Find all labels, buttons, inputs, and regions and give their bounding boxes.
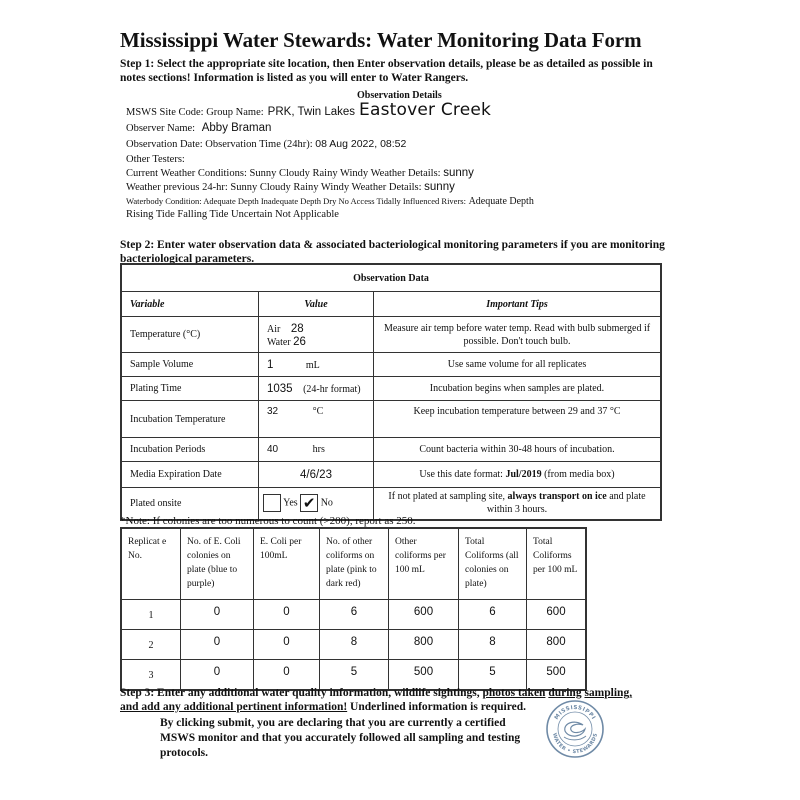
step2-instructions: Step 2: Enter water observation data & associated bacteriological monitoring parameters if you are monitoring bacteriological parameters. xyxy=(120,239,665,265)
incubation-temp-value-cell xyxy=(259,401,374,438)
step3-suffix: Underlined information is required. xyxy=(347,701,526,713)
temperature-value-cell xyxy=(259,317,374,353)
site-code-row xyxy=(126,102,491,119)
plated-onsite-yes-label: Yes xyxy=(283,497,298,509)
seal-inner-ring xyxy=(558,712,592,746)
media-expiration-tip-format: Jul/2019 xyxy=(505,469,542,480)
observation-details-heading: Observation Details xyxy=(357,90,442,101)
form-title: Mississippi Water Stewards: Water Monitoring Data Form xyxy=(120,28,642,52)
plated-onsite-tip xyxy=(374,488,662,520)
temperature-label: Temperature (°C) xyxy=(121,317,259,353)
plated-onsite-tip-prefix: If not plated at sampling site, xyxy=(388,491,508,503)
plating-time-unit: (24-hr format) xyxy=(303,383,361,395)
table-cell[interactable]: 600 xyxy=(527,600,587,630)
replicate-header: Total Coliforms (all colonies on plate) xyxy=(459,528,527,600)
step3-required-photos: photos taken xyxy=(482,687,546,699)
media-expiration-tip-prefix: Use this date format: xyxy=(419,469,506,480)
tide-options: Rising Tide Falling Tide Uncertain Not Applicable xyxy=(126,209,339,220)
seal-water-drop-icon xyxy=(565,722,585,736)
replicate-header: No. of E. Coli colonies on plate (blue to purple) xyxy=(181,528,254,600)
replicate-table xyxy=(120,527,587,691)
replicate-header: No. of other coliforms on plate (pink to dark red) xyxy=(320,528,389,600)
incubation-temp-unit: °C xyxy=(312,406,324,417)
plated-onsite-tip-suffix: and plate within 3 hours. xyxy=(486,491,646,516)
air-label: Air xyxy=(267,323,281,335)
incubation-periods-tip: Count bacteria within 30-48 hours of incubation. xyxy=(374,438,662,462)
current-weather-row xyxy=(126,167,474,180)
plating-time-row xyxy=(121,377,661,401)
current-weather-label: Current Weather Conditions: Sunny Cloudy Rainy Windy Weather Details: xyxy=(126,168,441,179)
incubation-periods-label: Incubation Periods xyxy=(121,438,259,462)
seal-text-top: MISSISSIPPI xyxy=(553,704,597,722)
step1-instructions: Step 1: Select the appropriate site location, then Enter observation details, please be as detailed as possible in notes sections! Information is listed as you will enter to Water Rangers. xyxy=(120,58,653,84)
table-cell[interactable]: 0 xyxy=(254,600,320,630)
temperature-row xyxy=(121,317,661,353)
table-cell[interactable]: 500 xyxy=(527,660,587,691)
table-cell[interactable]: 6 xyxy=(459,600,527,630)
incubation-temp-tip: Keep incubation temperature between 29 and 37 °C xyxy=(374,401,662,438)
plated-onsite-label: Plated onsite xyxy=(121,488,259,520)
step3-required-pertinent: and add any additional pertinent information! xyxy=(120,701,348,713)
header-tips: Important Tips xyxy=(374,292,662,317)
sample-volume-value-cell xyxy=(259,353,374,377)
observation-data-table xyxy=(120,263,662,521)
table-cell[interactable]: 8 xyxy=(459,630,527,660)
sample-volume-tip: Use same volume for all replicates xyxy=(374,353,662,377)
sample-volume-label: Sample Volume xyxy=(121,353,259,377)
table-cell[interactable]: 0 xyxy=(181,660,254,691)
incubation-temp-row xyxy=(121,401,661,438)
temperature-tip: Measure air temp before water temp. Read with bulb submerged if possible. Don't touch bulb. xyxy=(374,317,662,353)
plated-onsite-no-checkbox[interactable]: ✔ xyxy=(300,494,318,512)
media-expiration-tip-suffix: (from media box) xyxy=(541,469,615,480)
media-expiration-label: Media Expiration Date xyxy=(121,462,259,488)
replicate-number: 2 xyxy=(121,630,181,660)
replicate-header-row xyxy=(121,528,586,600)
air-value[interactable]: 28 xyxy=(290,322,304,335)
replicate-header: E. Coli per 100mL xyxy=(254,528,320,600)
plated-onsite-tip-bold: always transport on ice xyxy=(507,491,607,503)
table-cell[interactable]: 0 xyxy=(254,630,320,660)
table-cell[interactable]: 6 xyxy=(320,600,389,630)
step3-required-during: during xyxy=(548,687,582,699)
table-cell[interactable]: 0 xyxy=(181,600,254,630)
table-cell[interactable]: 0 xyxy=(181,630,254,660)
site-name-value[interactable]: Eastover Creek xyxy=(359,100,492,120)
table-cell[interactable]: 5 xyxy=(320,660,389,691)
mississippi-water-stewards-seal xyxy=(545,699,605,759)
declaration-text: By clicking submit, you are declaring that you are currently a certified MSWS monitor and that you accurately followed all sampling and testing protocols. xyxy=(160,717,521,759)
plating-time-value-cell xyxy=(259,377,374,401)
site-code-label: MSWS Site Code: Group Name: xyxy=(126,107,264,118)
table-row xyxy=(121,630,586,660)
colony-count-note: *Note: If colonies are too numerous to count (>200), report as 250. xyxy=(120,515,416,527)
plating-time-label: Plating Time xyxy=(121,377,259,401)
media-expiration-value-cell xyxy=(259,462,374,488)
current-weather-value[interactable]: sunny xyxy=(443,167,474,179)
observer-label: Observer Name: xyxy=(126,123,196,134)
table-cell[interactable]: 600 xyxy=(389,600,459,630)
date-label: Observation Date: Observation Time (24hr): xyxy=(126,139,313,150)
table-cell[interactable]: 800 xyxy=(527,630,587,660)
media-expiration-row xyxy=(121,462,661,488)
replicate-header: Replicat e No. xyxy=(121,528,181,600)
media-expiration-value[interactable]: 4/6/23 xyxy=(300,468,332,481)
step3-required-sampling: sampling, xyxy=(584,687,633,699)
replicate-number: 3 xyxy=(121,660,181,691)
water-value[interactable]: 26 xyxy=(293,335,306,348)
water-label: Water xyxy=(267,336,291,348)
prev-weather-value[interactable]: sunny xyxy=(424,181,455,193)
media-expiration-tip xyxy=(374,462,662,488)
observer-name-value[interactable]: Abby Braman xyxy=(201,122,272,134)
plated-onsite-no-label: No xyxy=(320,497,333,509)
sample-volume-unit: mL xyxy=(305,359,320,371)
plating-time-tip: Incubation begins when samples are plated. xyxy=(374,377,662,401)
header-variable: Variable xyxy=(121,292,259,317)
group-name-value[interactable]: PRK, Twin Lakes xyxy=(267,106,356,118)
table-row xyxy=(121,600,586,630)
replicate-number: 1 xyxy=(121,600,181,630)
incubation-temp-value[interactable]: 32 xyxy=(267,406,279,417)
plating-time-value[interactable]: 1035 xyxy=(267,382,293,395)
incubation-temp-label: Incubation Temperature xyxy=(121,401,259,438)
prev-weather-label: Weather previous 24-hr: Sunny Cloudy Rainy Windy Weather Details: xyxy=(126,182,422,193)
incubation-periods-value-cell xyxy=(259,438,374,462)
table-cell[interactable]: 8 xyxy=(320,630,389,660)
date-value[interactable]: 08 Aug 2022, 08:52 xyxy=(315,138,407,150)
table-cell[interactable]: 0 xyxy=(254,660,320,691)
observer-row xyxy=(126,122,271,135)
incubation-periods-value[interactable]: 40 xyxy=(267,444,279,455)
observation-data-caption: Observation Data xyxy=(121,264,661,292)
table-cell[interactable]: 500 xyxy=(389,660,459,691)
replicate-header: Total Coliforms per 100 mL xyxy=(527,528,587,600)
other-testers-label: Other Testers: xyxy=(126,154,185,165)
sample-volume-value[interactable]: 1 xyxy=(267,358,274,371)
incubation-periods-unit: hrs xyxy=(312,444,325,455)
prev-weather-row xyxy=(126,181,455,194)
sample-volume-row xyxy=(121,353,661,377)
step3-prefix: Step 3: Enter any additional water quality information, wildlife sightings, xyxy=(120,687,483,699)
table-cell[interactable]: 800 xyxy=(389,630,459,660)
table-cell[interactable]: 5 xyxy=(459,660,527,691)
date-row xyxy=(126,138,406,151)
seal-text-bottom: WATER • STEWARDS xyxy=(550,732,599,756)
waterbody-label: Waterbody Condition: Adequate Depth Inadequate Depth Dry No Access Tidally Influenced Rivers: xyxy=(126,196,466,206)
waterbody-row xyxy=(126,195,534,208)
incubation-periods-row xyxy=(121,438,661,462)
waterbody-value[interactable]: Adequate Depth xyxy=(468,196,534,207)
plated-onsite-yes-checkbox[interactable] xyxy=(263,494,281,512)
replicate-header: Other coliforms per 100 mL xyxy=(389,528,459,600)
header-value: Value xyxy=(259,292,374,317)
